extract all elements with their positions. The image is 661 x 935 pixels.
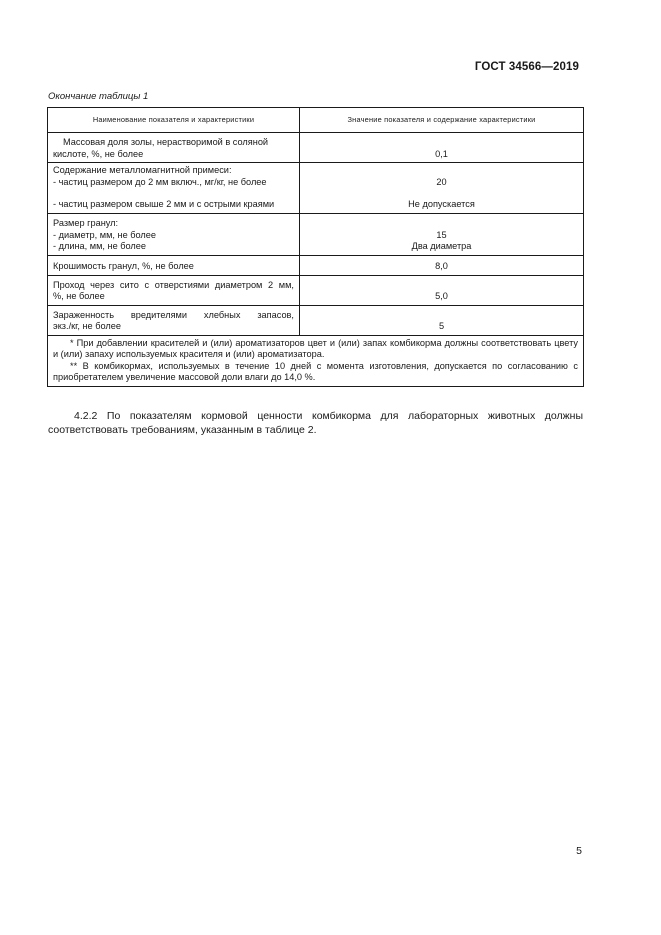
- footnote: * При добавлении красителей и (или) ароматизаторов цвет и (или) запах комбикорма должны соответствовать цвету и (или) запаху используемых красителя и (или) ароматизатора.: [53, 337, 578, 359]
- row-value: 20 Не допускается: [300, 163, 584, 214]
- column-header-name: Наименование показателя и характеристики: [48, 108, 300, 133]
- body-paragraph: 4.2.2 По показателям кормовой ценности комбикорма для лабораторных животных должны соответствовать требованиям, указанным в таблице 2.: [48, 410, 583, 436]
- table-row: [48, 133, 584, 163]
- row-value: 15 Два диаметра: [300, 213, 584, 255]
- table-row: [48, 213, 584, 255]
- page-number: 5: [576, 845, 582, 857]
- row-value: 5: [300, 305, 584, 335]
- row-name: Размер гранул: - диаметр, мм, не более - длина, мм, не более: [48, 213, 300, 255]
- row-value: 5,0: [300, 275, 584, 305]
- row-name: Крошимость гранул, %, не более: [48, 255, 300, 275]
- footnote-row: [48, 335, 584, 386]
- table-row: [48, 305, 584, 335]
- table-header-row: [48, 108, 584, 133]
- table-row: [48, 163, 584, 214]
- row-name: Содержание металломагнитной примеси: - частиц размером до 2 мм включ., мг/кг, не более - частиц размером свыше 2 мм и с острыми краями: [48, 163, 300, 214]
- row-name: Массовая доля золы, нерастворимой в соляной кислоте, %, не более: [48, 133, 300, 163]
- column-header-value: Значение показателя и содержание характеристики: [300, 108, 584, 133]
- row-value: 0,1: [300, 133, 584, 163]
- row-name: Проход через сито с отверстиями диаметром 2 мм, %, не более: [48, 275, 300, 305]
- table-footnotes: [48, 335, 584, 386]
- indicators-table: [47, 107, 584, 387]
- row-value: 8,0: [300, 255, 584, 275]
- row-name: Зараженность вредителями хлебных запасов, экз./кг, не более: [48, 305, 300, 335]
- footnote: ** В комбикормах, используемых в течение 10 дней с момента изготовления, допускается по согласованию с приобретателем увеличение массовой доли влаги до 14,0 %.: [53, 360, 578, 382]
- table-row: [48, 255, 584, 275]
- document-id: ГОСТ 34566—2019: [474, 61, 579, 73]
- table-caption: Окончание таблицы 1: [48, 91, 149, 102]
- table-row: [48, 275, 584, 305]
